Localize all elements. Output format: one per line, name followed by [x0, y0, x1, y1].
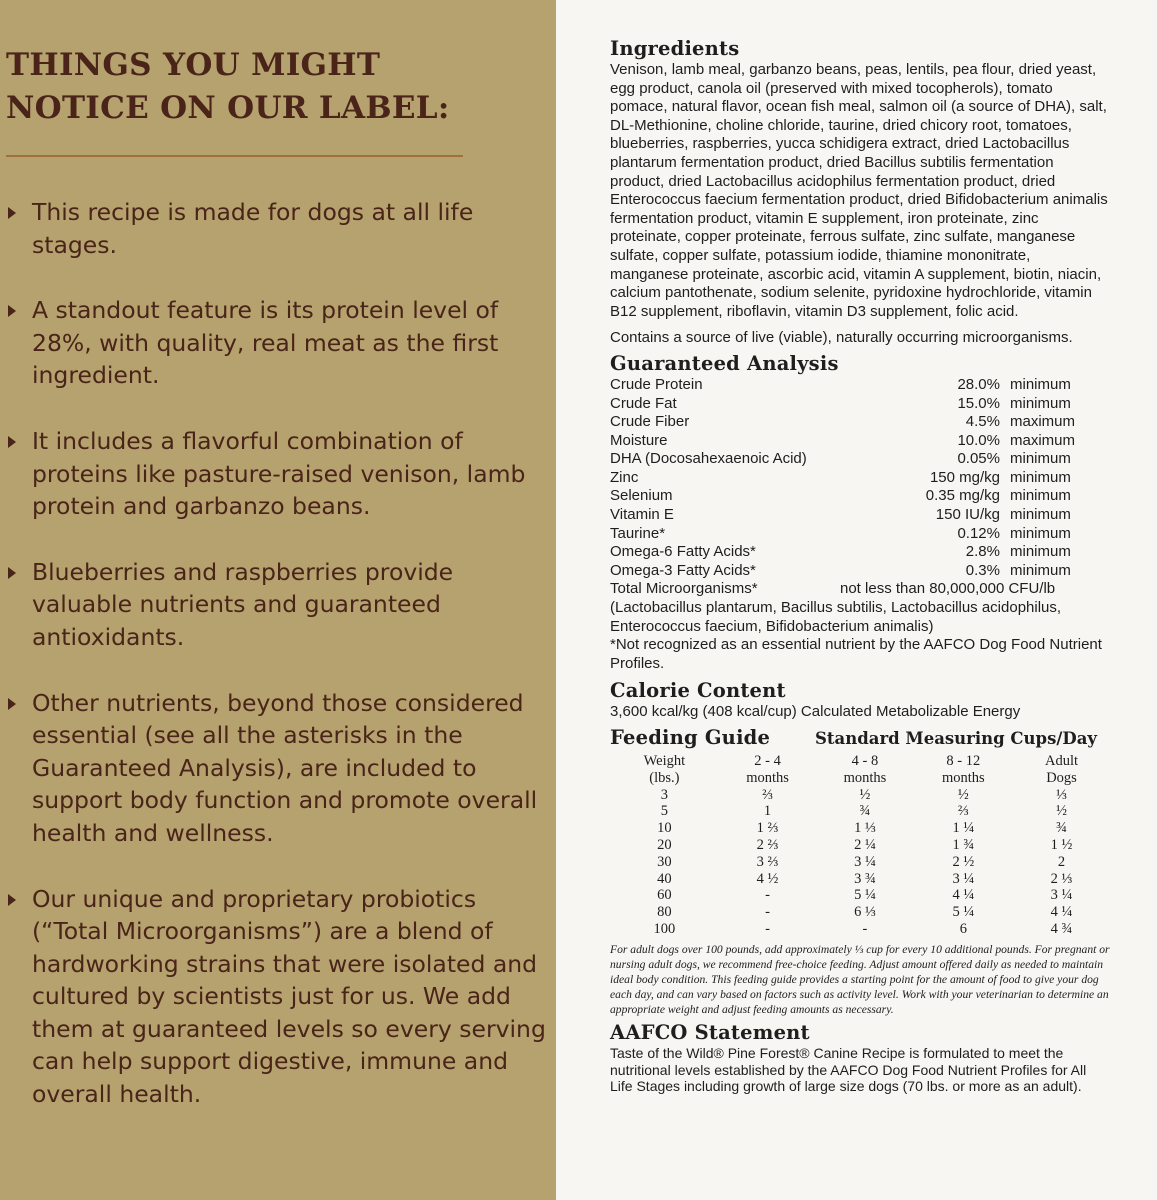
ga-qualifier: minimum — [1010, 543, 1071, 561]
table-cell: - — [765, 920, 770, 937]
table-cell: 100 — [653, 920, 676, 937]
feeding-guide-subheading: Standard Measuring Cups/Day — [815, 729, 1097, 748]
ga-value: 150 mg/kg — [929, 468, 1000, 486]
ga-nutrient: DHA (Docosahexaenoic Acid) — [610, 450, 807, 468]
ga-value: 4.5% — [965, 413, 1000, 431]
bullet-arrow-icon — [8, 894, 16, 906]
ga-row — [610, 395, 1110, 414]
left-title-line-1: THINGS YOU MIGHT — [6, 47, 381, 83]
table-row — [610, 803, 1110, 820]
ga-qualifier: minimum — [1010, 394, 1071, 412]
live-microorganisms-note: Contains a source of live (viable), naturally occurring microorganisms. — [610, 329, 1073, 347]
table-row — [610, 820, 1110, 837]
table-cell: 3 — [660, 786, 669, 803]
ga-nutrient: Crude Fat — [610, 394, 677, 412]
ga-nutrient: Omega-6 Fatty Acids* — [610, 543, 756, 561]
table-cell: 4 ¼ — [1050, 904, 1073, 921]
bullet-arrow-icon — [8, 698, 16, 710]
feature-text: This recipe is made for dogs at all life stages. — [32, 198, 474, 259]
bullet-arrow-icon — [8, 207, 16, 219]
table-cell: 3 ¼ — [854, 853, 876, 870]
table-cell: 2 — [1057, 853, 1066, 870]
table-cell: 40 — [657, 870, 672, 887]
ga-value: 0.35 mg/kg — [925, 487, 1000, 505]
probiotic-strains: (Lactobacillus plantarum, Bacillus subtilis, Lactobacillus acidophilus, Enterococcus faecium, Bifidobacterium animalis) — [610, 599, 1062, 635]
feature-text: Blueberries and raspberries provide valuable nutrients and guaranteed antioxidants. — [32, 557, 454, 651]
table-cell: - — [765, 887, 770, 904]
ga-row — [610, 469, 1110, 488]
calorie-heading: Calorie Content — [610, 679, 786, 703]
table-cell: 5 — [660, 803, 669, 820]
table-cell: 1 ¼ — [952, 820, 975, 837]
ga-row — [610, 562, 1110, 581]
bullet-arrow-icon — [8, 436, 16, 448]
left-panel — [0, 0, 556, 1200]
table-cell: 1 ¾ — [952, 836, 975, 853]
column-header: Adult Dogs — [1044, 753, 1079, 786]
table-cell: 4 ¼ — [952, 887, 975, 904]
ga-row — [610, 543, 1110, 562]
table-row — [610, 904, 1110, 921]
ga-nutrient: Crude Protein — [610, 375, 703, 393]
table-cell: 80 — [657, 904, 672, 921]
table-cell: 60 — [657, 887, 672, 904]
feature-item — [6, 883, 546, 1111]
feeding-guide-header — [610, 726, 1110, 750]
ga-qualifier: minimum — [1010, 506, 1071, 524]
ga-qualifier: minimum — [1010, 450, 1071, 468]
ga-qualifier: minimum — [1010, 468, 1071, 486]
feature-list — [6, 196, 546, 1144]
left-title — [6, 44, 450, 130]
table-cell: 20 — [657, 836, 672, 853]
table-cell: 3 ¼ — [952, 870, 975, 887]
table-cell: 5 ¼ — [952, 904, 975, 921]
table-row — [610, 887, 1110, 904]
table-cell: - — [765, 904, 770, 921]
ga-row — [610, 580, 1110, 599]
ga-row — [610, 506, 1110, 525]
table-cell: 2 ⅓ — [1050, 870, 1073, 887]
feature-item — [6, 687, 546, 850]
table-cell: ⅓ — [1056, 786, 1067, 803]
ga-nutrient: Selenium — [610, 487, 673, 505]
label-panel — [556, 0, 1157, 1200]
ga-value: not less than 80,000,000 CFU/lb — [840, 580, 1056, 598]
ingredients-text: Venison, lamb meal, garbanzo beans, peas, lentils, pea flour, dried yeast, egg product, canola oil (preserved with mixed tocopherols), tomato pomace, natural flavor, ocean fish meal, salmon oil (a source of DHA), salt, DL-Methionine, choline chloride, taurine, dried chicory root, tomatoes, blueberries, raspberries, yucca schidigera extract, dried Lactobacillus plantarum fermentation product, dried Bacillus subtilis fermentation product, dried Lactobacillus acidophilus fermentation product, dried Enterococcus faecium fermentation product, dried Bifidobacterium animalis fermentation product, vitamin E supplement, iron proteinate, zinc proteinate, copper proteinate, ferrous sulfate, zinc sulfate, manganese sulfate, copper sulfate, potassium iodide, thiamine mononitrate, manganese proteinate, ascorbic acid, vitamin A supplement, biotin, niacin, calcium pantothenate, sodium selenite, pyridoxine hydrochloride, vitamin B12 supplement, riboflavin, vitamin D3 supplement, folic acid. — [610, 61, 1108, 320]
bullet-arrow-icon — [8, 567, 16, 579]
ga-nutrient: Taurine* — [610, 524, 666, 542]
left-title-line-2: NOTICE ON OUR LABEL: — [6, 90, 450, 126]
ga-qualifier: minimum — [1010, 375, 1071, 393]
ga-value: 0.3% — [965, 561, 1000, 579]
feeding-notes: For adult dogs over 100 pounds, add approximately ⅓ cup for every 10 additional pounds. For pregnant or nursing adult dogs, we recommend free-choice feeding. Adjust amount offered daily as needed to maintain ideal body condition. This feeding guide provides a starting point for the amount of food to give your dog each day, and can vary based on factors such as activity level. Work with your veterinarian to determine an appropriate weight and adjust feeding amounts as necessary. — [610, 942, 1110, 1016]
aafco-footnote: *Not recognized as an essential nutrient by the AAFCO Dog Food Nutrient Profiles. — [610, 636, 1102, 672]
ga-nutrient: Moisture — [610, 431, 668, 449]
table-cell: 6 — [959, 920, 967, 937]
bullet-arrow-icon — [8, 305, 16, 317]
aafco-heading: AAFCO Statement — [610, 1020, 810, 1044]
ga-qualifier: maximum — [1010, 431, 1076, 449]
table-cell: 1 ½ — [1050, 836, 1073, 853]
ga-value: 15.0% — [957, 394, 1000, 412]
table-cell: 3 ¼ — [1050, 887, 1073, 904]
title-divider — [6, 155, 463, 157]
ga-nutrient: Omega-3 Fatty Acids* — [610, 561, 756, 579]
table-header-row — [610, 753, 1110, 787]
table-row — [610, 871, 1110, 888]
table-cell: ½ — [859, 786, 871, 803]
ga-row — [610, 450, 1110, 469]
table-row — [610, 921, 1110, 938]
table-cell: 3 ⅔ — [756, 853, 779, 870]
ga-value: 10.0% — [957, 431, 1000, 449]
table-cell: 4 ½ — [756, 870, 779, 887]
ga-row — [610, 525, 1110, 544]
table-cell: 2 ⅔ — [756, 836, 779, 853]
ga-nutrient: Zinc — [610, 468, 639, 486]
aafco-text: Taste of the Wild® Pine Forest® Canine Recipe is formulated to meet the nutritional levels established by the AAFCO Dog Food Nutrient Profiles for All Life Stages including growth of large size dogs (70 lbs. or more as an adult). — [610, 1044, 1087, 1095]
guaranteed-analysis-heading: Guaranteed Analysis — [610, 351, 839, 375]
ga-row — [610, 413, 1110, 432]
ga-qualifier: minimum — [1010, 561, 1071, 579]
feeding-guide-heading: Feeding Guide — [610, 726, 771, 749]
table-cell: 1 ⅔ — [756, 820, 779, 837]
feeding-guide-table — [610, 753, 1110, 938]
table-cell: - — [862, 920, 868, 937]
feature-text: Our unique and proprietary probiotics (“Total Microorganisms”) are a blend of hardworking strains that were isolated and cultured by scientists just for us. We add them at guaranteed levels so every serving can help support digestive, immune and overall health. — [32, 884, 546, 1109]
feature-item — [6, 556, 546, 654]
feature-text: A standout feature is its protein level of 28%, with quality, real meat as the first ingredient. — [32, 296, 499, 390]
ingredients-heading: Ingredients — [610, 37, 740, 60]
ga-row — [610, 487, 1110, 506]
feature-item — [6, 196, 546, 261]
table-cell: 1 — [763, 803, 772, 820]
ga-qualifier: minimum — [1010, 487, 1071, 505]
column-header: 4 - 8 months — [843, 753, 887, 786]
ga-row — [610, 432, 1110, 451]
table-cell: ⅔ — [762, 786, 773, 803]
column-header: Weight (lbs.) — [643, 753, 686, 786]
ga-qualifier: maximum — [1010, 413, 1076, 431]
label-content — [610, 37, 1110, 1095]
ga-value: 2.8% — [965, 543, 1000, 561]
calorie-text: 3,600 kcal/kg (408 kcal/cup) Calculated Metabolizable Energy — [610, 703, 1021, 721]
table-cell: ½ — [1056, 803, 1067, 820]
table-cell: ¾ — [1056, 820, 1067, 837]
feature-text: Other nutrients, beyond those considered essential (see all the asterisks in the Guaranteed Analysis), are included to support body function and promote overall health and wellness. — [32, 688, 538, 847]
table-row — [610, 837, 1110, 854]
ga-value: 0.12% — [957, 524, 1000, 542]
table-cell: 5 ¼ — [854, 887, 876, 904]
feature-item — [6, 294, 546, 392]
table-row — [610, 854, 1110, 871]
table-cell: ¾ — [859, 803, 871, 820]
ga-qualifier: minimum — [1010, 524, 1071, 542]
table-cell: 3 ¾ — [854, 870, 876, 887]
table-cell: 4 ¾ — [1050, 920, 1073, 937]
ga-value: 150 IU/kg — [935, 506, 1000, 524]
table-row — [610, 787, 1110, 804]
table-cell: ⅔ — [957, 803, 969, 820]
ga-nutrient: Vitamin E — [610, 506, 674, 524]
ga-nutrient: Total Microorganisms* — [610, 580, 758, 598]
table-cell: 2 ¼ — [854, 836, 876, 853]
table-cell: 30 — [657, 853, 672, 870]
feature-text: It includes a flavorful combination of proteins like pasture-raised venison, lamb protein and garbanzo beans. — [32, 426, 526, 521]
feature-item — [6, 425, 546, 523]
table-cell: 6 ⅓ — [854, 904, 876, 921]
ga-value: 28.0% — [957, 375, 1000, 393]
guaranteed-analysis-table — [610, 376, 1110, 599]
table-cell: 2 ½ — [952, 853, 975, 870]
ga-nutrient: Crude Fiber — [610, 413, 690, 431]
table-cell: 10 — [657, 820, 672, 837]
column-header: 2 - 4 months — [746, 753, 789, 786]
ga-value: 0.05% — [957, 450, 1000, 468]
column-header: 8 - 12 months — [941, 753, 985, 786]
table-cell: ½ — [957, 786, 969, 803]
ga-row — [610, 376, 1110, 395]
table-cell: 1 ⅓ — [854, 820, 876, 837]
